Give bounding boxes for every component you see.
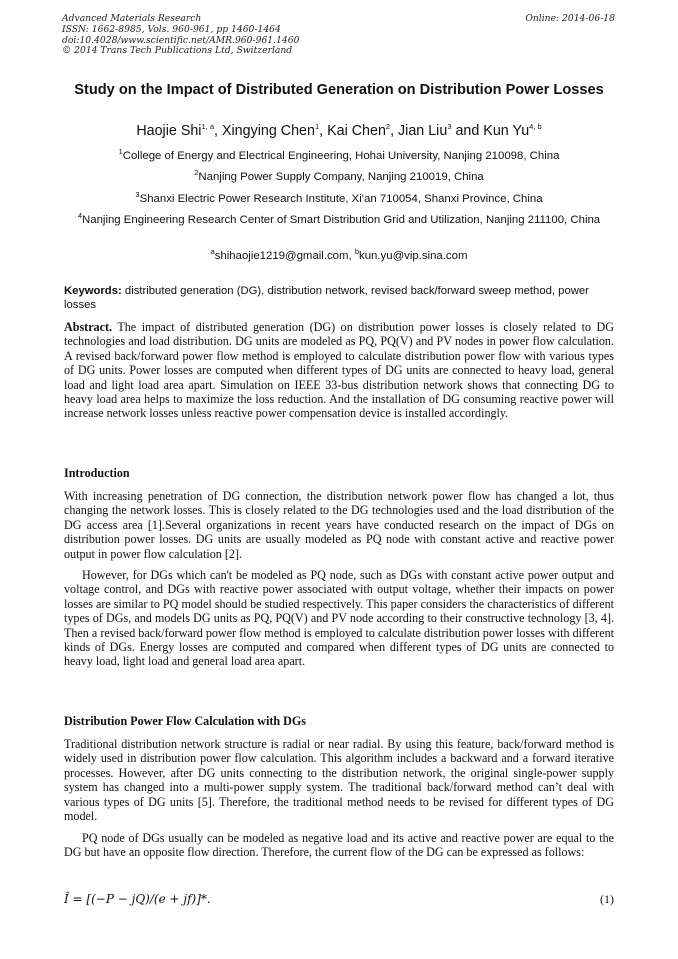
journal-name: Advanced Materials Research <box>62 13 202 24</box>
email-line: $^a$shihaojie1219@gmail.com, $^b$kun.yu@vip.sina.com <box>210 247 468 262</box>
author-list: Haojie Shi$^{1, a}$, Xingying Chen$^1$, Kai Chen$^2$, Jian Liu$^3$ and Kun Yu$^{4, b}$ <box>136 122 542 139</box>
affiliation-1: $^1$College of Energy and Electrical Engineering, Hohai University, Nanjing 210098, China <box>118 147 560 162</box>
email-b[interactable]: kun.yu@vip.sina.com <box>359 250 468 262</box>
equation-number: (1) <box>600 892 614 906</box>
issn-line: ISSN: 1662-8985, Vols. 960-961, pp 1460-1464 <box>62 23 281 35</box>
author: Jian Liu$^3$ <box>398 122 452 139</box>
affiliation-2: $^2$Nanjing Power Supply Company, Nanjing 210019, China <box>194 168 484 183</box>
abstract-label: Abstract. <box>64 320 113 334</box>
keywords <box>64 284 614 313</box>
section2-paragraph-1: Traditional distribution network structure is radial or near radial. By using this feature, back/forward method is widely used in distribution power flow calculation. This algorithm includes a backward and a forward iterative processes. However, after DG units connecting to the distribution network, the original single-power supply system has changed into a multi-power supply system. The traditional back/forward method can’t deal with various types of DG units [5]. Therefore, the traditional method needs to be revised for different types of DG model. <box>64 737 614 824</box>
abstract-text: The impact of distributed generation (DG) on distribution power losses is closely related to DG technologies and load distribution. DG units are modeled as PQ, PQ(V) and PV nodes in power flow calculation. A revised back/forward power flow method is employed to calculate distribution power flow with various types of DG units. Power losses are computed when different types of DG units are connected to heavy load, general load and light load area apart. Simulation on IEEE 33-bus distribution network shows that connecting DG to heavy load area helps to maximize the loss reduction. And the installation of DG consuming reactive power will increase network losses unless reactive power compensation device is installed accordingly. <box>64 320 614 421</box>
author: Haojie Shi$^{1, a}$ <box>136 122 214 139</box>
author: Xingying Chen$^1$ <box>221 122 320 139</box>
section2-paragraph-2: PQ node of DGs usually can be modeled as negative load and its active and reactive power are equal to the DG but have an opposite flow direction. Therefore, the current flow of the DG can be expressed as follows: <box>64 831 614 860</box>
author: Kun Yu$^{4, b}$ <box>483 122 542 139</box>
online-date: Online: 2014-06-18 <box>525 13 615 24</box>
affiliation-3: $^3$Shanxi Electric Power Research Institute, Xi'an 710054, Shanxi Province, China <box>135 190 543 205</box>
section-heading-power-flow: Distribution Power Flow Calculation with DGs <box>64 714 306 728</box>
abstract <box>64 320 614 421</box>
paper-title: Study on the Impact of Distributed Generation on Distribution Power Losses <box>74 82 604 98</box>
author: Kai Chen$^2$ <box>327 122 391 139</box>
intro-paragraph-2: However, for DGs which can't be modeled as PQ node, such as DGs with constant active power output and voltage control, and DGs with reactive power associated with output voltage, whether their impacts on power losses are similar to PQ model should be studied respectively. This paper considers the characteristics of different types of DGs, and models DG units as PQ, PQ(V) and PV node according to their constructive technology [3, 4]. Then a revised back/forward power flow method is employed to calculate distribution power losses with different kinds of DGs. Energy losses are computed and compared when different types of DG units are connected to heavy load, light load and general load area apart. <box>64 568 614 669</box>
keywords-label: Keywords: <box>64 285 122 297</box>
equation-body: Î = [(−P − jQ)/(e + jf)]*. <box>64 892 211 906</box>
keywords-text: distributed generation (DG), distribution network, revised back/forward sweep method, power losses <box>64 285 589 312</box>
intro-paragraph-1: With increasing penetration of DG connection, the distribution network power flow has changed a lot, thus changing the network losses. This is closely related to the DG technologies used and the load distribution of the DG access area [1].Several organizations in recent years have conducted research on the impact of DGs on distribution power losses. DG units are usually modeled as PQ node with constant active and reactive power output in power flow calculation [2]. <box>64 489 614 561</box>
doi-line[interactable]: doi:10.4028/www.scientific.net/AMR.960-961.1460 <box>62 34 300 46</box>
section-heading-introduction: Introduction <box>64 466 130 480</box>
affiliation-4: $^4$Nanjing Engineering Research Center of Smart Distribution Grid and Utilization, Nanjing 211100, China <box>77 211 601 226</box>
equation-1 <box>64 891 614 907</box>
copyright-line: © 2014 Trans Tech Publications Ltd, Switzerland <box>62 45 293 57</box>
email-a[interactable]: shihaojie1219@gmail.com <box>214 250 349 262</box>
journal-header <box>62 14 299 57</box>
